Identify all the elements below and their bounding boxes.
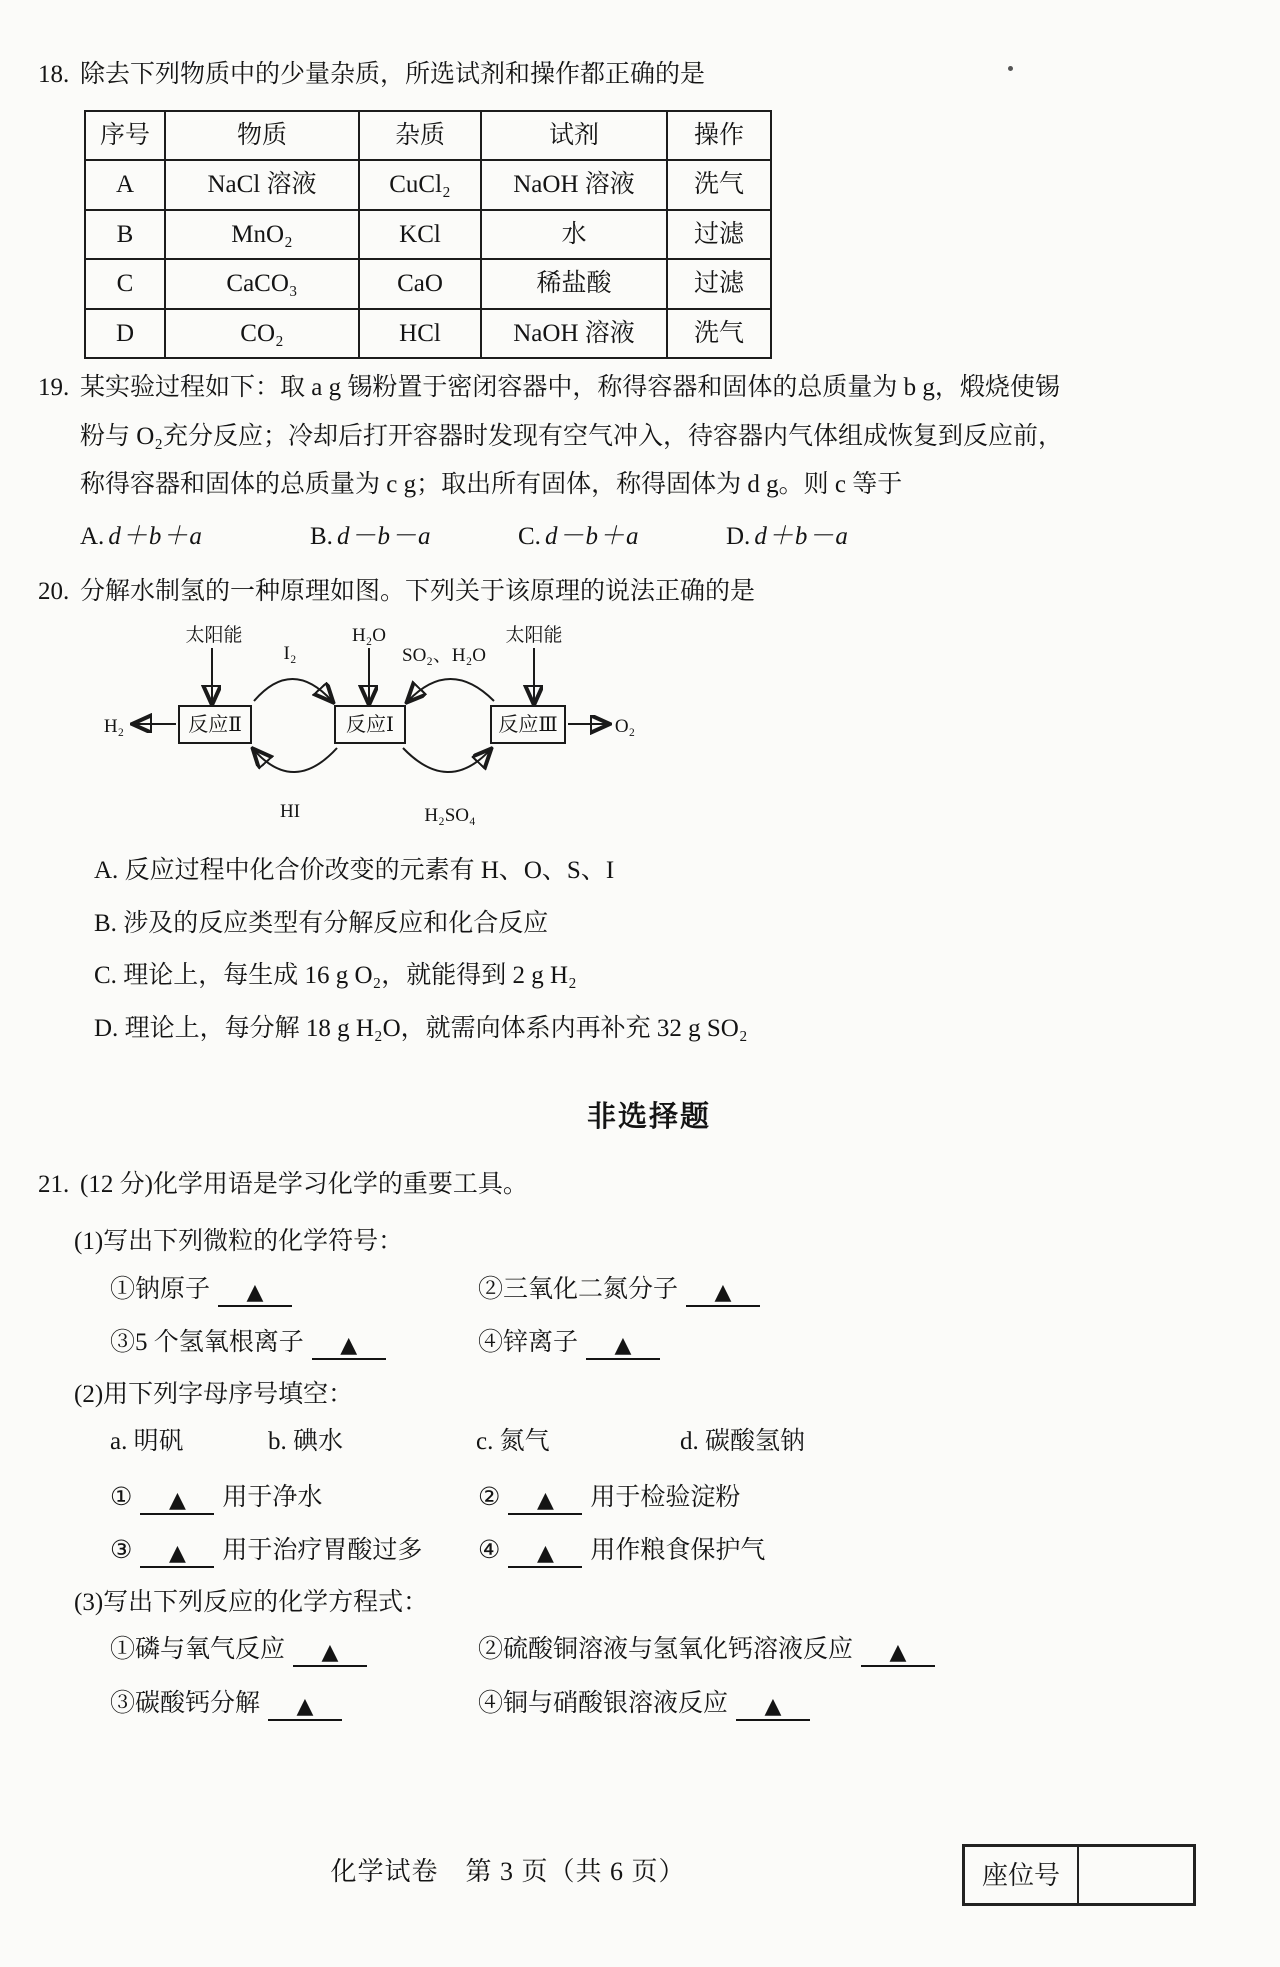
subpart-2-items [110,1479,1220,1570]
question-stem-line: 粉与 O₂充分反应；冷却后打开容器时发现有空气冲入，待容器内气体组成恢复到反应前， [80,422,1064,450]
table-row [85,309,771,359]
subpart-2-choices [110,1423,1220,1461]
diagram-label-h2: H₂ [103,715,125,737]
fill-item: ①钠原子 ▲ [110,1271,478,1309]
water-splitting-diagram [94,621,1220,838]
table-cell: 水 [481,210,667,260]
table-cell: NaCl 溶液 [165,160,359,210]
answer-blank[interactable] [508,1540,582,1568]
table-cell: CO₂ [165,309,359,359]
page-number: 化学试卷 第 3 页（共 6 页） [330,1857,686,1886]
answer-blank[interactable] [686,1279,760,1307]
table-cell: C [85,259,165,309]
question-stem: 除去下列物质中的少量杂质，所选试剂和操作都正确的是 [80,61,706,88]
print-artifact-dot [1008,66,1013,71]
seat-number-field[interactable] [1079,1847,1193,1903]
table-cell: A [85,160,165,210]
question-18 [38,56,1220,94]
table-row [85,160,771,210]
choice-b: b. 碘水 [268,1428,344,1455]
option-a: A. 反应过程中化合价改变的元素有 H、O、S、I [94,857,615,884]
answer-blank[interactable] [586,1332,660,1360]
diagram-label-o2: O₂ [614,715,636,737]
fill-item: ② ▲ 用于检验淀粉 [478,1479,1220,1517]
diagram-svg [94,621,639,826]
question-stem-line: 称得容器和固体的总质量为 c g；取出所有固体，称得固体为 d g。则 c 等于 [80,471,903,498]
fill-item: ④ ▲ 用作粮食保护气 [478,1532,1220,1570]
triangle-marker: ▲ [889,1640,907,1665]
table-cell: D [85,309,165,359]
table-cell: 洗气 [667,309,771,359]
table-cell: MnO₂ [165,210,359,260]
table-cell: 洗气 [667,160,771,210]
page-footer [78,1852,1220,1942]
answer-blank[interactable] [140,1487,214,1515]
table-cell: 过滤 [667,210,771,260]
subpart-1-items [110,1271,1220,1362]
subpart-1-label: (1)写出下列微粒的化学符号： [74,1228,404,1255]
question-19 [38,369,1220,561]
table-cell: KCl [359,210,481,260]
choice-a: a. 明矾 [110,1428,184,1455]
option-b: B. 涉及的反应类型有分解反应和化合反应 [94,909,549,937]
subpart-3-items [110,1631,1220,1722]
answer-blank[interactable] [508,1487,582,1515]
table-cell: 稀盐酸 [481,259,667,309]
subpart-2-label: (2)用下列字母序号填空： [74,1380,354,1408]
diagram-label-solar-left: 太阳能 [185,624,243,646]
answer-blank[interactable] [736,1693,810,1721]
option-c: C. 理论上，每生成 16 g O₂，就能得到 2 g H₂ [94,962,577,989]
answer-blank[interactable] [312,1332,386,1360]
fill-item: ① ▲ 用于净水 [110,1479,478,1517]
triangle-marker: ▲ [614,1333,632,1358]
fill-item: ④锌离子 ▲ [478,1324,1220,1362]
diagram-box-reaction-1: 反应Ⅰ [346,713,394,736]
table-header-cell: 试剂 [481,111,667,161]
arrow-so2-h2o-cycle [408,679,494,701]
seat-number-box [962,1844,1196,1906]
table-header-cell: 物质 [165,111,359,161]
answer-blank[interactable] [861,1639,935,1667]
question-number: 20. [38,578,70,605]
triangle-marker: ▲ [321,1640,339,1665]
fill-item: ④铜与硝酸银溶液反应 ▲ [478,1685,1220,1723]
choice-c: c. 氮气 [476,1428,550,1455]
fill-item: ①磷与氧气反应 ▲ [110,1631,478,1669]
fill-item: ③5 个氢氧根离子 ▲ [110,1324,478,1362]
table-cell: 过滤 [667,259,771,309]
answer-blank[interactable] [268,1693,342,1721]
option-b: B. d－b－a [310,522,432,550]
table-cell: NaOH 溶液 [481,160,667,210]
question-21 [38,1166,1220,1737]
fill-item: ③ ▲ 用于治疗胃酸过多 [110,1532,478,1570]
fill-item: ③碳酸钙分解 ▲ [110,1685,478,1723]
table-row [85,210,771,260]
table-header-cell: 序号 [85,111,165,161]
diagram-label-h2o: H₂O [351,624,387,646]
diagram-label-solar-right: 太阳能 [505,624,563,646]
option-d: D. 理论上，每分解 18 g H₂O，就需向体系内再补充 32 g SO₂ [94,1014,748,1042]
triangle-marker: ▲ [168,1541,186,1566]
arrow-hi-cycle [254,748,337,772]
q19-options [80,518,1220,556]
option-c: C. d－b＋a [518,522,640,550]
question-number: 18. [38,61,70,88]
table-row [85,259,771,309]
diagram-box-reaction-2: 反应Ⅱ [188,713,242,736]
triangle-marker: ▲ [764,1693,782,1719]
choice-d: d. 碳酸氢钠 [680,1428,806,1455]
arrow-i2-cycle [254,679,332,701]
option-a: A. d＋b＋a [80,522,204,550]
table-header-row [85,111,771,161]
section-title: 非选择题 [586,1101,711,1133]
table-cell: CaCO₃ [165,259,359,309]
table-cell: CuCl₂ [359,160,481,210]
arrow-h2so4-cycle [403,748,490,772]
table-cell: HCl [359,309,481,359]
table-cell: NaOH 溶液 [481,309,667,359]
table-header-cell: 杂质 [359,111,481,161]
triangle-marker: ▲ [246,1279,264,1305]
table-cell: B [85,210,165,260]
question-number: 21. [38,1170,70,1198]
seat-number-label: 座位号 [965,1847,1079,1903]
diagram-label-so2-h2o: SO₂、H₂O [402,644,486,666]
diagram-box-reaction-3: 反应Ⅲ [498,713,558,736]
triangle-marker: ▲ [536,1541,554,1566]
question-20 [38,573,1220,1062]
triangle-marker: ▲ [168,1487,186,1513]
triangle-marker: ▲ [714,1279,732,1305]
diagram-label-hi: HI [279,800,301,822]
table-header-cell: 操作 [667,111,771,161]
answer-blank[interactable] [140,1540,214,1568]
question-stem-line: 某实验过程如下：取 a g 锡粉置于密闭容器中，称得容器和固体的总质量为 b g，煅烧使锡 [80,374,1060,401]
answer-blank[interactable] [293,1639,367,1667]
triangle-marker: ▲ [296,1693,314,1719]
option-d: D. d＋b－a [726,522,850,550]
question-stem: (12 分)化学用语是学习化学的重要工具。 [80,1170,528,1198]
triangle-marker: ▲ [340,1333,358,1358]
subpart-3-label: (3)写出下列反应的化学方程式： [74,1588,429,1616]
question-number: 19. [38,374,70,401]
impurity-removal-table [84,110,772,360]
diagram-label-h2so4: H₂SO₄ [424,804,476,826]
triangle-marker: ▲ [536,1487,554,1513]
question-stem: 分解水制氢的一种原理如图。下列关于该原理的说法正确的是 [80,578,756,605]
q20-options [80,852,1220,1047]
fill-item: ②三氧化二氮分子 ▲ [478,1271,1220,1309]
answer-blank[interactable] [218,1279,292,1307]
diagram-label-i2: I₂ [283,642,297,664]
table-cell: CaO [359,259,481,309]
fill-item: ②硫酸铜溶液与氢氧化钙溶液反应 ▲ [478,1631,1220,1669]
